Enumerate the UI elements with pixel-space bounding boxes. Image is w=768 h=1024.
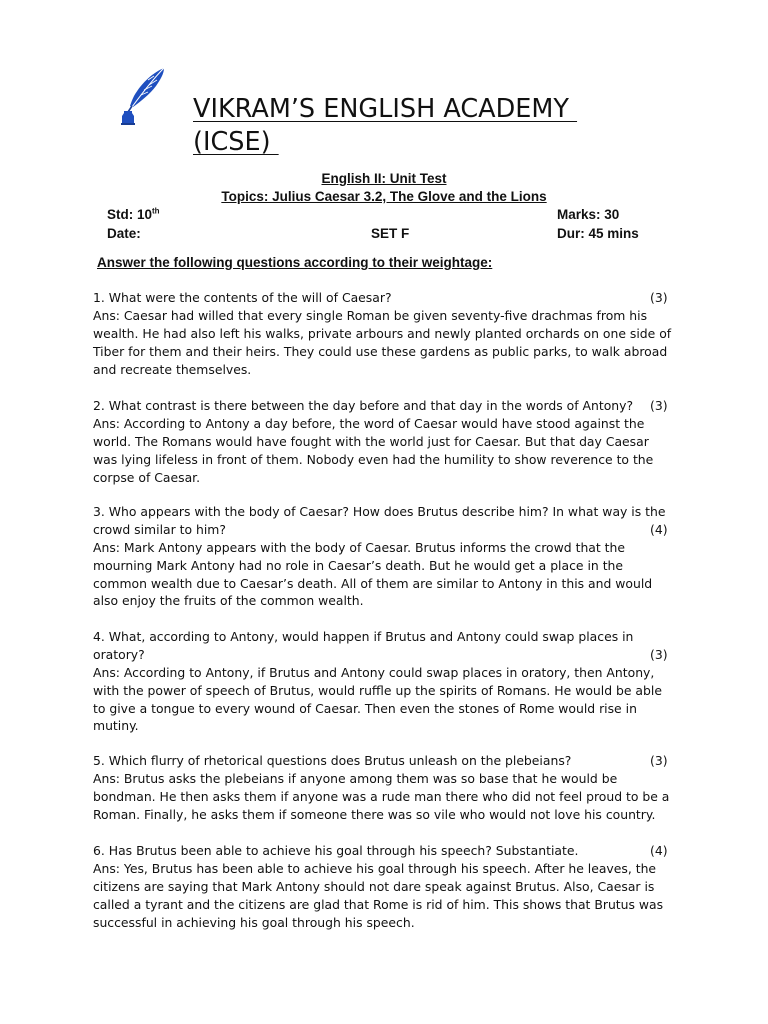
date-label: Date: (107, 226, 141, 241)
answer-line: Ans: Mark Antony appears with the body of Caesar. Brutus informs the crowd that the (93, 539, 626, 555)
answer-line: Ans: Yes, Brutus has been able to achieve his goal through his speech. After he leaves, the (93, 860, 657, 876)
answer-line: with the power of speech of Brutus, would ruffle up the spirits of Romans. He would be able (93, 682, 662, 698)
question-block-5 (93, 752, 678, 824)
answer-line: to give a tongue to every wound of Caesar. Then even the stones of Rome would rise in (93, 700, 637, 716)
question-text: oratory? (3) (93, 646, 668, 662)
question-text: 4. What, according to Antony, would happen if Brutus and Antony could swap places in (93, 629, 634, 644)
answer-line: wealth. He had also left his walks, private arbours and newly planted orchards on one side of (93, 325, 672, 341)
question-block-3 (93, 503, 678, 610)
question-block-6 (93, 842, 678, 931)
question-block-2 (93, 397, 678, 486)
test-topics: Topics: Julius Caesar 3.2, The Glove and the Lions (221, 189, 547, 204)
answer-line: Ans: Brutus asks the plebeians if anyone among them was so base that he would be (93, 770, 618, 786)
test-subject: English II: Unit Test (321, 171, 447, 186)
answer-line: Ans: Caesar had willed that every single Roman be given seventy-five drachmas from his (93, 307, 648, 323)
question-block-4 (93, 628, 678, 735)
question-marks: (3) (650, 290, 668, 305)
answer-line: was lying lifeless in front of them. Nobody even had the humility to show reverence to the (93, 451, 654, 467)
question-text: 1. What were the contents of the will of Caesar? (3) (93, 290, 668, 305)
page-title (193, 93, 577, 159)
question-marks: (4) (650, 843, 668, 858)
marks-label: Marks: 30 (557, 207, 620, 222)
answer-line: mourning Mark Antony had no role in Caesar’s death. But he would get a place in the (93, 557, 624, 573)
answer-line: mutiny. (93, 718, 139, 734)
instruction-text: Answer the following questions according to their weightage: (97, 255, 493, 270)
answer-line: and recreate themselves. (93, 361, 252, 377)
quill-inkpot-icon (110, 66, 172, 128)
question-marks: (3) (650, 646, 668, 662)
answer-line: citizens are saying that Mark Antony should not dare speak against Brutus. Also, Caesar is (93, 878, 655, 894)
answer-line: Tiber for them and their heirs. They could use these gardens as public parks, to walk abroad (93, 343, 668, 359)
answer-line: Ans: According to Antony, if Brutus and Antony could swap places in oratory, then Antony, (93, 664, 655, 680)
answer-line: Ans: According to Antony a day before, the word of Caesar would have stood against the (93, 415, 645, 431)
answer-line: bondman. He then asks them if anyone was a rude man there who did not feel proud to be a (93, 788, 670, 804)
answer-line: Roman. Finally, he asks them if someone there was so vile who would not love his country. (93, 806, 656, 822)
question-block-1 (93, 289, 678, 378)
duration-label: Dur: 45 mins (557, 226, 639, 241)
answer-line: corpse of Caesar. (93, 469, 201, 485)
question-marks: (3) (650, 398, 668, 413)
answer-line: called a tyrant and the citizens are glad that Rome is rid of him. This shows that Brutus was (93, 896, 664, 912)
title-line-1: VIKRAM’S ENGLISH ACADEMY (193, 94, 578, 124)
std-label: Std: 10th (107, 206, 160, 222)
answer-line: common wealth due to Caesar’s death. All of them are similar to Antony in this and would (93, 575, 653, 591)
question-text: 3. Who appears with the body of Caesar? How does Brutus describe him? In what way is the (93, 504, 666, 519)
answer-line: successful in achieving his goal through his speech. (93, 914, 415, 930)
question-text: crowd similar to him? (4) (93, 521, 668, 537)
title-line-2: (ICSE) (193, 127, 279, 157)
answer-line: world. The Romans would have fought with the world just for Caesar. But that day Caesar (93, 433, 649, 449)
question-marks: (4) (650, 521, 668, 537)
answer-line: also enjoy the fruits of the common wealth. (93, 593, 364, 609)
question-marks: (3) (650, 753, 668, 768)
question-text: 6. Has Brutus been able to achieve his goal through his speech? Substantiate. (4) (93, 843, 668, 858)
question-text: 5. Which flurry of rhetorical questions does Brutus unleash on the plebeians? (3) (93, 753, 668, 768)
set-label: SET F (371, 226, 410, 241)
question-text: 2. What contrast is there between the day before and that day in the words of Antony? (3) (93, 398, 668, 413)
